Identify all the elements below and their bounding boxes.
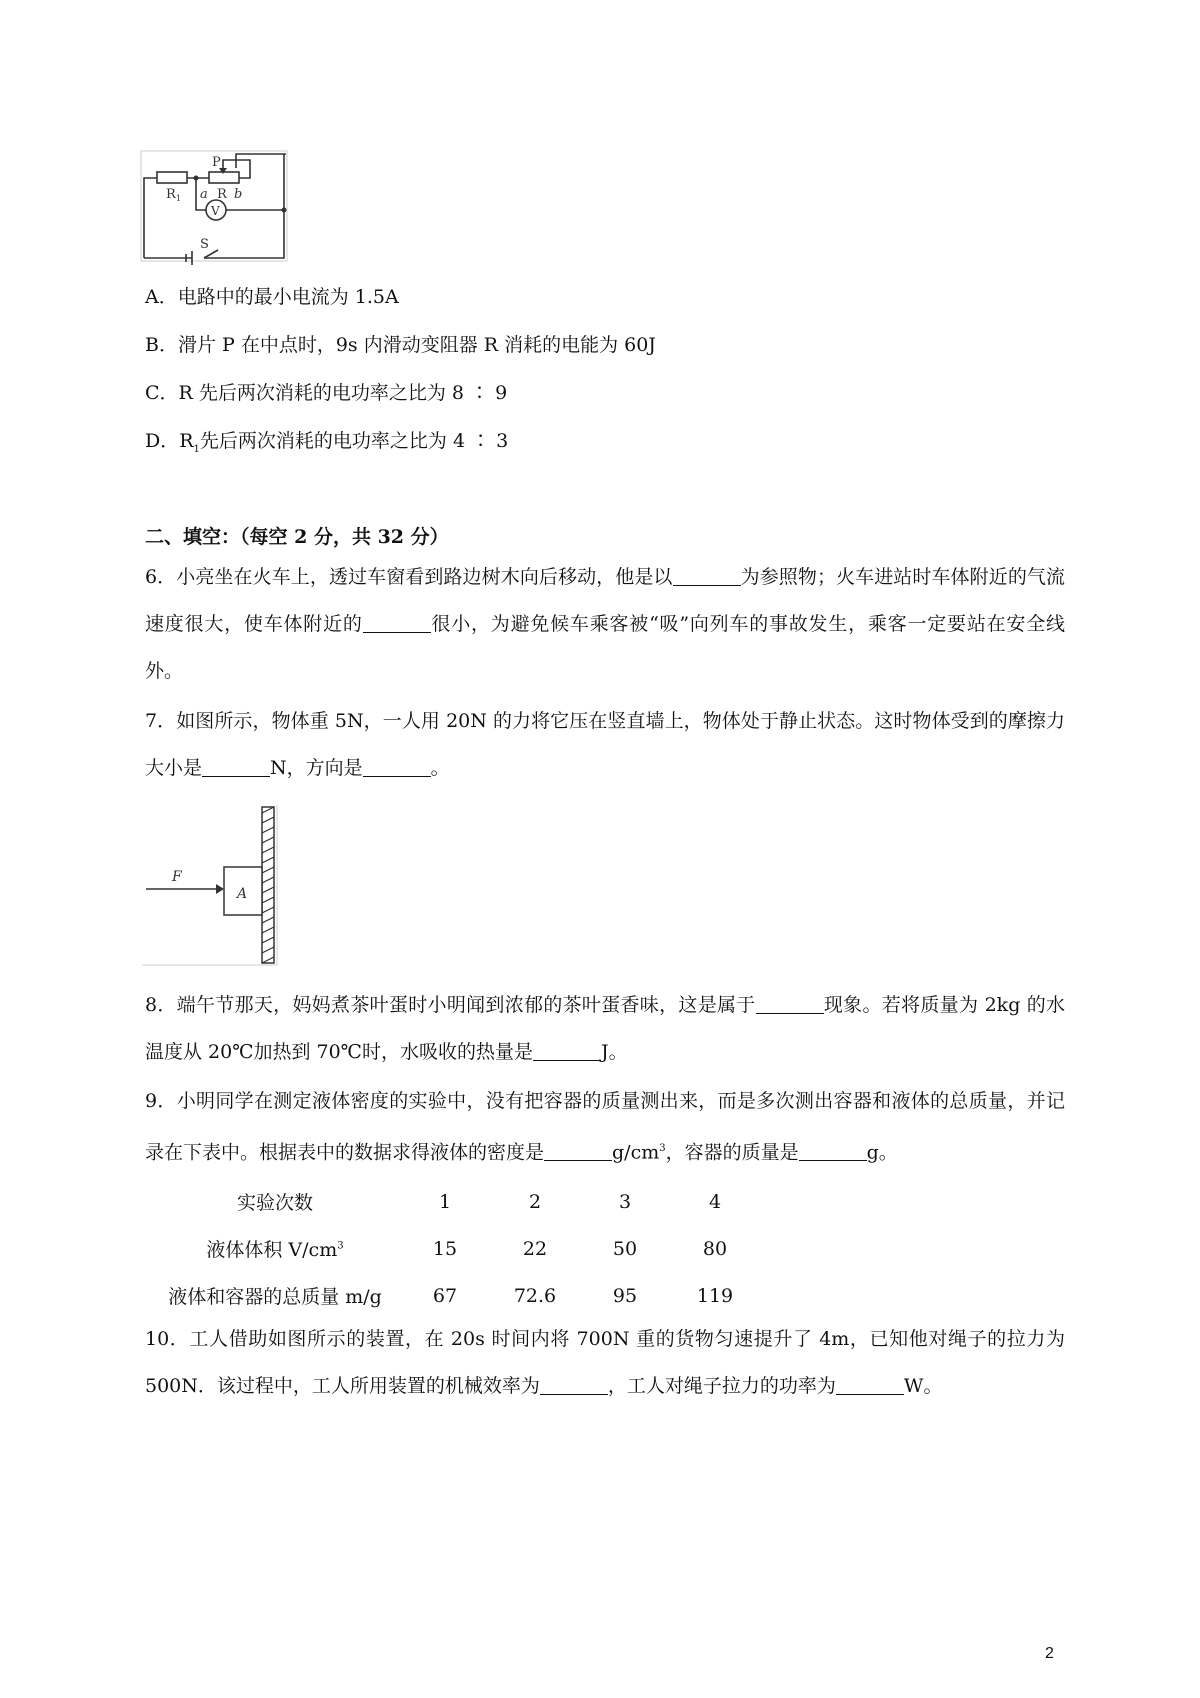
table-cell: 72.6 [513, 1284, 557, 1307]
question-8: 8．端午节那天，妈妈煮茶叶蛋时小明闻到浓郁的茶叶蛋香味，这是属于 现象。若将质量为 2kg 的水温度从 20℃加热到 70℃时，水吸收的热量是 J。 [145, 994, 1065, 1063]
label-a: a [200, 187, 208, 202]
circuit-diagram [140, 150, 290, 265]
page-number: 2 [1045, 1645, 1054, 1662]
data-table [150, 1178, 760, 1319]
label-r1-sub: 1 [176, 194, 182, 203]
label-b: b [234, 187, 243, 202]
table-cell: 50 [612, 1237, 638, 1260]
section-heading: 二、填空：（每空 2 分，共 32 分） [145, 526, 449, 548]
question-10: 10．工人借助如图所示的装置，在 20s 时间内将 700N 重的货物匀速提升了 4m，已知他对绳子的拉力为 500N．该过程中，工人所用装置的机械效率为 ，工人对绳子拉力的功率为 W。 [145, 1328, 1065, 1397]
answer-blank[interactable] [363, 613, 431, 633]
row-label: 液体体积 $V/cm^3$ [206, 1239, 344, 1261]
answer-blank[interactable] [544, 1141, 612, 1161]
answer-blank[interactable] [673, 566, 741, 586]
answer-blank[interactable] [202, 757, 270, 777]
table-cell: 22 [522, 1237, 548, 1260]
table-row [150, 1225, 760, 1272]
option-b: B．滑片 P 在中点时，9s 内滑动变阻器 R 消耗的电能为 60J [145, 334, 656, 356]
table-cell: 4 [708, 1190, 722, 1213]
table-row [150, 1178, 760, 1225]
answer-blank[interactable] [836, 1375, 904, 1395]
table-cell: 119 [696, 1284, 734, 1307]
question-7: 7．如图所示，物体重 5N，一人用 20N 的力将它压在竖直墙上，物体处于静止状态。这时物体受到的摩擦力大小是 N，方向是 。 [145, 710, 1065, 779]
answer-blank[interactable] [756, 994, 824, 1014]
question-6: 6．小亮坐在火车上，透过车窗看到路边树木向后移动，他是以 为参照物；火车进站时车体附近的气流速度很大，使车体附近的 很小，为避免候车乘客被“吸”向列车的事故发生，乘客一定要站在安全线外。 [145, 566, 1065, 682]
option-a: A．电路中的最小电流为 1.5A [145, 286, 399, 308]
option-c: C．R 先后两次消耗的电功率之比为 8 ∶ 9 [145, 382, 508, 404]
table-cell: 3 [618, 1190, 632, 1213]
label-r1: R [166, 187, 176, 202]
label-v: V [211, 204, 220, 218]
option-d: D．$R_1$先后两次消耗的电功率之比为 4 ∶ 3 [145, 430, 509, 455]
answer-blank[interactable] [533, 1041, 601, 1061]
answer-blank[interactable] [799, 1141, 867, 1161]
table-cell: 1 [438, 1190, 452, 1213]
table-cell: 67 [432, 1284, 458, 1307]
label-a: A [237, 886, 248, 902]
label-s: S [200, 237, 209, 252]
answer-blank[interactable] [363, 757, 431, 777]
label-p: P [212, 155, 221, 170]
row-label: 实验次数 [236, 1192, 313, 1214]
force-diagram [142, 805, 282, 967]
answer-blank[interactable] [540, 1375, 608, 1395]
row-label: 液体和容器的总质量 m/g [168, 1286, 382, 1308]
table-cell: 80 [702, 1237, 728, 1260]
table-cell: 15 [432, 1237, 458, 1260]
label-f: F [172, 869, 182, 885]
table-row [150, 1272, 760, 1319]
table-cell: 2 [528, 1190, 542, 1213]
label-r: R [217, 187, 227, 202]
question-9: 9．小明同学在测定液体密度的实验中，没有把容器的质量测出来，而是多次测出容器和液体的总质量，并记录在下表中。根据表中的数据求得液体的密度是 $g/cm^3$，容器的质量是 g。 [145, 1090, 1065, 1164]
table-cell: 95 [612, 1284, 638, 1307]
